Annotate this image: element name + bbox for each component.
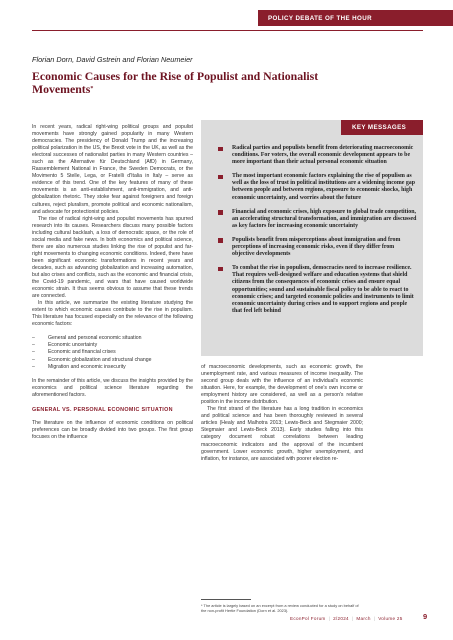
- key-message-item: [218, 265, 418, 315]
- key-messages-list: [218, 145, 418, 322]
- journal-name: EconPol Forum: [290, 616, 326, 621]
- key-message-item: [218, 173, 418, 201]
- key-message-text: Financial and economic crises, high exposure to global trade competition, an accelerating structural transformation, and immigration are discussed as key factors for increasing economic uncertainty: [232, 208, 417, 229]
- footnote-rule: [201, 599, 251, 600]
- bullet-square-icon: [218, 147, 223, 152]
- key-message-text: Radical parties and populists benefit from deteriorating macroeconomic conditions. For voters, the overall economic development appears to be more important than their actual personal economic situation: [232, 145, 414, 166]
- article-authors: Florian Dorn, David Gstrein and Florian Neumeier: [32, 55, 193, 64]
- article-title-text: Economic Causes for the Rise of Populist and Nationalist Movements: [32, 69, 319, 96]
- section-banner: POLICY DEBATE OF THE HOUR: [258, 10, 453, 26]
- paragraph-3: In this article, we summarize the existing literature studying the extent to which economic causes contribute to the rise in populism. This literature has focused especially on the relevance of the following economic factors:: [32, 300, 193, 328]
- paragraph-1: In recent years, radical right-wing political groups and populist movements have strongly gained popularity in many Western democracies. The presidency of Donald Trump and the increasing political polarization in the US, the Brexit vote in the UK, as well as the electoral successes of nationalist parties in many Western countries – such as the Alternative für Deutschland (AfD) in Germany, Rassemblement National in France, the Sweden Democrats, or the Movimento 5 Stelle, Lega, or Fratelli d'Italia in Italy – serve as evidence of this trend. One of the key features of many of these movements is an anti-establishment, anti-immigration, and anti-globalization rhetoric. They stoke fear against foreigners and foreign cultures, reject pluralism, promote political and economic nationalism, and advocate for protectionist policies.: [32, 124, 193, 215]
- paragraph-6: of macroeconomic developments, such as economic growth, the unemployment rate, and various measures of income inequality. The second group deals with the influence of an individual's economic situation. Here, for example, the development of one's own income or employment history are considered, as well as a person's relative position in the income distribution.: [201, 364, 363, 406]
- economic-factors-list: [32, 335, 193, 370]
- footnote: * The article is largely based on an excerpt from a review conducted for a study on behalf of the non-profit Hertie Foundation (Dorn et al. 2023).: [201, 603, 359, 613]
- key-message-text: The most important economic factors explaining the rise of populism as well as the loss of trust in political institutions are a widening income gap between people and between regions, exposure to economic shocks, high economic uncertainty, and worries about the future: [232, 173, 416, 201]
- key-messages-heading: KEY MESSAGES: [341, 120, 423, 135]
- bullet-square-icon: [218, 175, 223, 180]
- bullet-square-icon: [218, 210, 223, 215]
- page-footer: EconPol Forum | 2/2024 | March | Volume 25: [290, 616, 403, 621]
- header-rule: [32, 30, 423, 31]
- bullet-square-icon: [218, 267, 223, 272]
- section-heading: GENERAL VS. PERSONAL ECONOMIC SITUATION: [32, 406, 173, 413]
- paragraph-2: The rise of radical right-wing and populist movements has spurred research into its causes. Researchers discuss many possible factors including cultural backlash, a loss of democratic space, or the role of social media and fake news. In both economics and political science, there are also numerous studies linking the rise of populist and far-right movements to changing economic conditions. Indeed, there have been significant economic transformations in recent years and decades, such as advancing globalization and increasing automation, but also crises and conflicts, such as the economic and financial crisis, the Covid-19 pandemic, and wars that have caused worldwide economic strain. It thus seems obvious to assume that these trends are connected.: [32, 215, 193, 300]
- list-item: – Economic uncertainty: [32, 342, 193, 349]
- bullet-square-icon: [218, 238, 223, 243]
- page-number: 9: [423, 612, 428, 621]
- paragraph-4: In the remainder of this article, we discuss the insights provided by the economics and political science literature regarding the aforementioned factors.: [32, 377, 193, 398]
- list-item: – Migration and economic insecurity: [32, 364, 193, 371]
- issue-number: 2/2024: [333, 616, 349, 621]
- paragraph-7: The first strand of the literature has a long tradition in economics and political science and has been thoroughly reviewed in several articles (Healy and Malhotra 2013; Lewis-Beck and Stegmaier 2000; Stegmaier and Lewis-Beck 2013). Early studies falling into this category document robust correlations between leading macroeconomic indicators and the approval of the incumbent government. Lower economic growth, higher unemployment, and inflation, for instance, are associated with poorer election re-: [201, 406, 363, 462]
- key-message-text: To combat the rise in populism, democracies need to increase resilience. That requires well-designed welfare and education systems that shield citizens from the consequences of economic crises and ensure equal opportunities; sound and sustainable fiscal policy to be able to react to economic crises; and targeted economic policies and instruments to limit economic uncertainty during crises and to support regions and people that feel left behind: [232, 265, 414, 314]
- key-message-item: [218, 145, 418, 166]
- paragraph-5: The literature on the influence of economic conditions on political preferences can be broadly divided into two groups. The first group focuses on the influence: [32, 419, 193, 440]
- key-message-item: [218, 237, 418, 258]
- key-messages-box: [201, 120, 423, 356]
- list-item: – General and personal economic situation: [32, 335, 193, 342]
- title-footnote-marker: *: [90, 86, 94, 92]
- key-message-text: Populists benefit from misperceptions about immigration and from perceptions of increasing economic risks, even if they differ from objective developments: [232, 236, 401, 258]
- left-column: [32, 124, 193, 441]
- article-title: [32, 70, 332, 96]
- right-column: [201, 364, 363, 463]
- issue-month: March: [356, 616, 371, 621]
- volume-number: Volume 25: [378, 616, 403, 621]
- key-message-item: [218, 209, 418, 230]
- list-item: – Economic globalization and structural change: [32, 357, 193, 364]
- list-item: – Economic and financial crises: [32, 349, 193, 356]
